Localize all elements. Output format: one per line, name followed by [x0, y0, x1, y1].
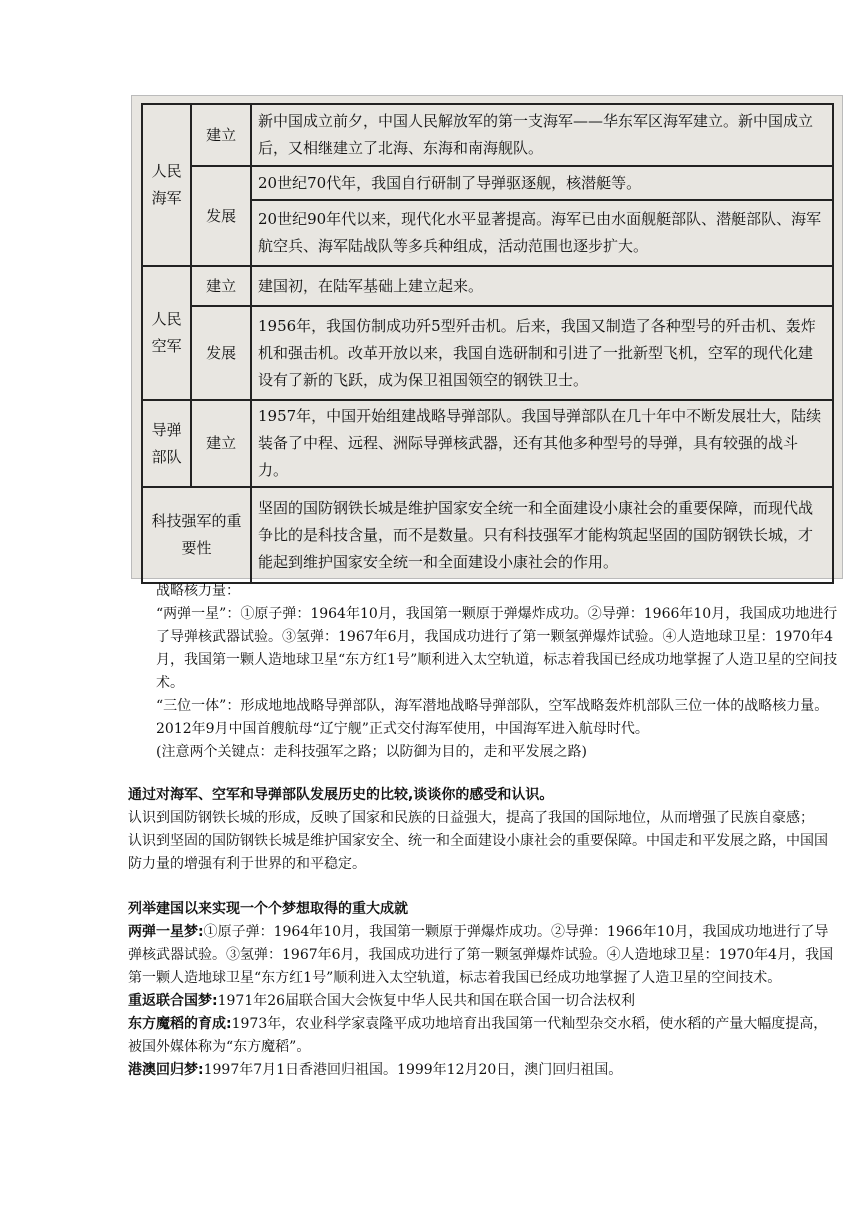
tech-text: 坚固的国防钢铁长城是维护国家安全统一和全面建设小康社会的重要保障，而现代战争比的是科技含量，而不是数量。只有科技强军才能构筑起坚固的国防钢铁长城，才能起到维护国家安全统一和全面建设小康社会的作用。	[251, 487, 833, 583]
navy-build-label: 建立	[191, 104, 251, 166]
two-bombs-paragraph: “两弹一星”：①原子弹：1964年10月，我国第一颗原于弹爆炸成功。②导弹：1966年10月，我国成功地进行了导弹核武器试验。③氢弹：1967年6月，我国成功进行了第一颗氢弹爆炸试验。④人造地球卫星：1970年4月，我国第一颗人造地球卫星“东方红1号”顺利进入太空轨道，标志着我国已经成功地掌握了人造卫星的空间技术。	[156, 606, 838, 691]
navy-develop-label: 发展	[191, 166, 251, 266]
question-2	[128, 898, 838, 1082]
missile-build-label: 建立	[191, 400, 251, 487]
airforce-develop-text: 1956年，我国仿制成功歼5型歼击机。后来，我国又制造了各种型号的歼击机、轰炸机和强击机。改革开放以来，我国自选研制和引进了一批新型飞机，空军的现代化建设有了新的飞跃，成为保卫祖国领空的钢铁卫士。	[251, 306, 833, 400]
key-points-note: (注意两个关键点：走科技强军之路；以防御为目的，走和平发展之路)	[156, 744, 587, 760]
question-1	[128, 784, 838, 876]
notes-heading: 战略核力量：	[156, 583, 240, 599]
triad-paragraph: “三位一体”：形成地地战略导弹部队，海军潜地战略导弹部队，空军战略轰炸机部队三位一体的战略核力量。2012年9月中国首艘航母“辽宁舰”正式交付海军使用，中国海军进入航母时代。	[156, 698, 829, 737]
achievement-item: 港澳回归梦:1997年7月1日香港回归祖国。1999年12月20日，澳门回归祖国。	[128, 1062, 623, 1078]
military-development-table	[141, 103, 834, 584]
navy-category: 人民海军	[142, 104, 191, 266]
missile-category: 导弹部队	[142, 400, 191, 487]
achievement-item: 重返联合国梦:1971年26届联合国大会恢复中华人民共和国在联合国一切合法权利	[128, 993, 636, 1009]
airforce-category: 人民空军	[142, 266, 191, 400]
achievement-item: 两弹一星梦:①原子弹：1964年10月，我国第一颗原于弹爆炸成功。②导弹：1966年10月，我国成功地进行了导弹核武器试验。③氢弹：1967年6月，我国成功进行了第一颗氢弹爆炸试验。④人造地球卫星：1970年4月，我国第一颗人造地球卫星“东方红1号”顺利进入太空轨道，标志着我国已经成功地掌握了人造卫星的空间技术。	[128, 924, 834, 986]
navy-develop-text-2: 20世纪90年代以来，现代化水平显著提高。海军已由水面舰艇部队、潜艇部队、海军航空兵、海军陆战队等多兵种组成，活动范围也逐步扩大。	[251, 200, 833, 266]
airforce-build-text: 建国初，在陆军基础上建立起来。	[251, 266, 833, 306]
tech-category: 科技强军的重要性	[142, 487, 251, 583]
q1-answer-2: 认识到坚固的国防钢铁长城是维护国家安全、统一和全面建设小康社会的重要保障。中国走和平发展之路，中国国防力量的增强有利于世界的和平稳定。	[128, 833, 828, 872]
achievement-item: 东方魔稻的育成:1973年，农业科学家袁隆平成功地培育出我国第一代籼型杂交水稻，使水稻的产量大幅度提高，被国外媒体称为“东方魔稻”。	[128, 1016, 828, 1055]
q1-title: 通过对海军、空军和导弹部队发展历史的比较,谈谈你的感受和认识。	[128, 787, 554, 803]
strategic-notes	[128, 580, 838, 764]
airforce-develop-label: 发展	[191, 306, 251, 400]
missile-build-text: 1957年，中国开始组建战略导弹部队。我国导弹部队在几十年中不断发展壮大，陆续装备了中程、远程、洲际导弹核武器，还有其他多种型号的导弹，具有较强的战斗力。	[251, 400, 833, 487]
airforce-build-label: 建立	[191, 266, 251, 306]
navy-develop-text-1: 20世纪70代年，我国自行研制了导弹驱逐舰，核潜艇等。	[251, 166, 833, 200]
q2-title: 列举建国以来实现一个个梦想取得的重大成就	[128, 901, 408, 917]
q1-answer-1: 认识到国防钢铁长城的形成，反映了国家和民族的日益强大，提高了我国的国际地位，从而增强了民族自豪感；	[128, 810, 814, 826]
navy-build-text: 新中国成立前夕，中国人民解放军的第一支海军——华东军区海军建立。新中国成立后，又相继建立了北海、东海和南海舰队。	[251, 104, 833, 166]
